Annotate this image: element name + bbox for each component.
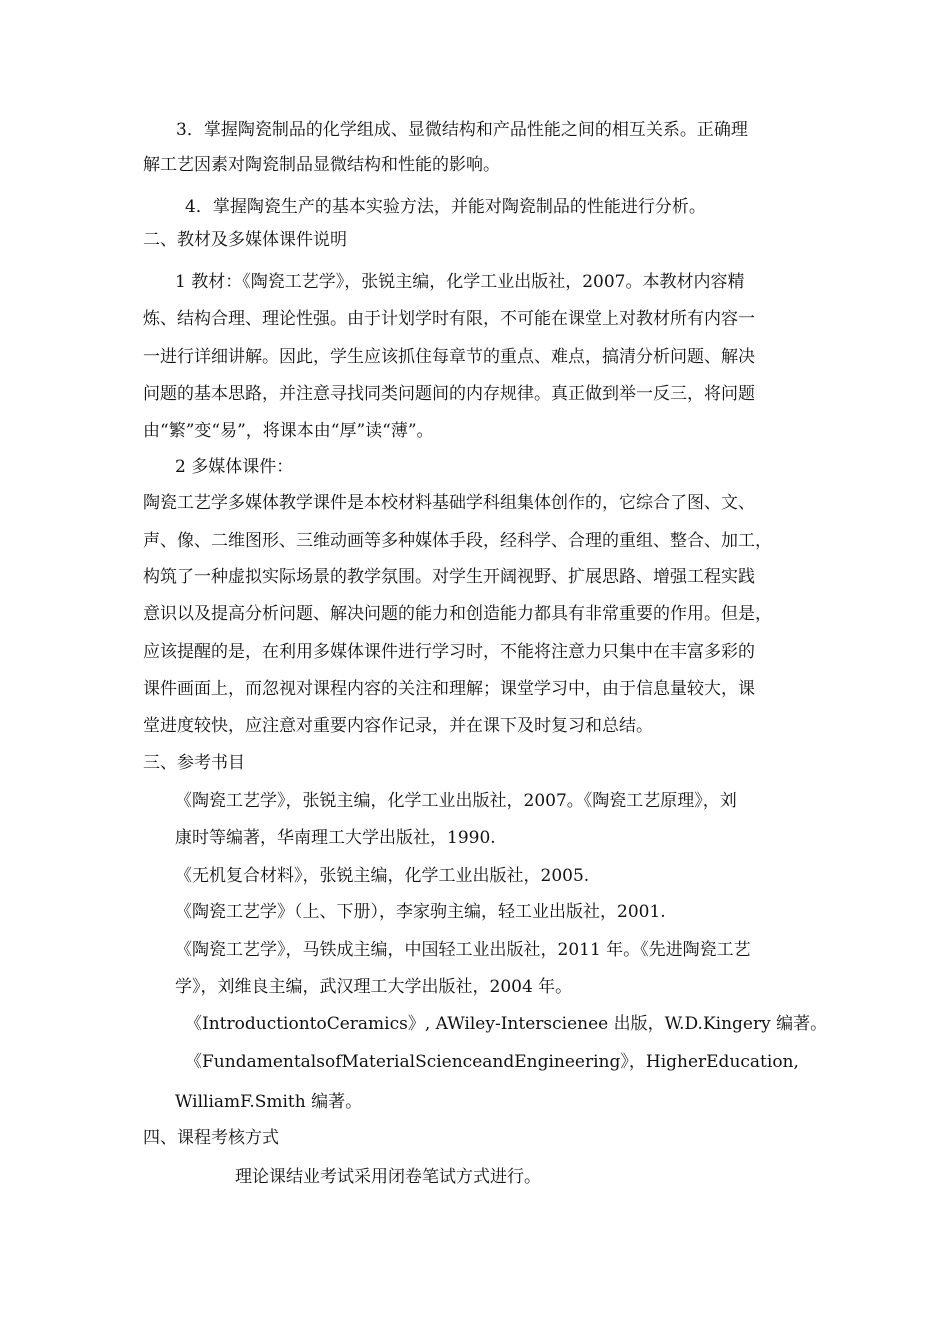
paragraph-line: 构筑了一种虚拟实际场景的教学氛围。对学生开阔视野、扩展思路、增强工程实践 — [143, 567, 755, 587]
reference-line: 学》，刘维良主编，武汉理工大学出版社，2004 年。 — [175, 977, 573, 997]
paragraph-line: 意识以及提高分析问题、解决问题的能力和创造能力都具有非常重要的作用。但是， — [143, 604, 772, 624]
reference-line: 《陶瓷工艺学》，马铁成主编，中国轻工业出版社，2011 年。《先进陶瓷工艺 — [175, 940, 751, 960]
section-heading: 四、课程考核方式 — [143, 1128, 279, 1148]
paragraph-line: 声、像、二维图形、三维动画等多种媒体手段，经科学、合理的重组、整合、加工， — [143, 531, 772, 551]
section-heading: 三、参考书目 — [143, 753, 245, 773]
paragraph-line: 2 多媒体课件： — [175, 457, 294, 477]
reference-line: 康时等编著，华南理工大学出版社，1990. — [175, 828, 496, 848]
reference-line: 《无机复合材料》，张锐主编，化学工业出版社，2005. — [175, 866, 590, 886]
paragraph-line: 应该提醒的是，在利用多媒体课件进行学习时，不能将注意力只集中在丰富多彩的 — [143, 642, 755, 662]
reference-line: 《陶瓷工艺学》，张锐主编，化学工业出版社，2007。《陶瓷工艺原理》，刘 — [175, 791, 737, 811]
paragraph-line: 1 教材：《陶瓷工艺学》，张锐主编，化学工业出版社，2007。本教材内容精 — [175, 272, 745, 292]
paragraph-line: 炼、结构合理、理论性强。由于计划学时有限，不可能在课堂上对教材所有内容一 — [143, 309, 755, 329]
paragraph-line: 解工艺因素对陶瓷制品显微结构和性能的影响。 — [143, 155, 500, 175]
paragraph-line: 3．掌握陶瓷制品的化学组成、显微结构和产品性能之间的相互关系。正确理 — [176, 120, 748, 140]
paragraph-line: 陶瓷工艺学多媒体教学课件是本校材料基础学科组集体创作的，它综合了图、文、 — [143, 493, 755, 513]
reference-line: 《FundamentalsofMaterialScienceandEngineering》，HigherEducation, — [185, 1052, 799, 1072]
paragraph-line: 一进行详细讲解。因此，学生应该抓住每章节的重点、难点，搞清分析问题、解决 — [143, 347, 755, 367]
section-heading: 二、教材及多媒体课件说明 — [143, 230, 347, 250]
paragraph-line: 由“繁”变“易”，将课本由“厚”读“薄”。 — [143, 421, 434, 441]
paragraph-line: 课件画面上，而忽视对课程内容的关注和理解；课堂学习中，由于信息量较大，课 — [143, 679, 755, 699]
reference-line: 《陶瓷工艺学》（上、下册），李家驹主编，轻工业出版社，2001. — [175, 902, 666, 922]
reference-line: 《IntroductiontoCeramics》, AWiley-Interscienee 出版，W.D.Kingery 编著。 — [185, 1014, 828, 1034]
reference-line: WilliamF.Smith 编著。 — [175, 1092, 363, 1112]
paragraph-line: 堂进度较快，应注意对重要内容作记录，并在课下及时复习和总结。 — [143, 716, 653, 736]
paragraph-line: 4．掌握陶瓷生产的基本实验方法，并能对陶瓷制品的性能进行分析。 — [185, 197, 706, 217]
paragraph-line: 理论课结业考试采用闭卷笔试方式进行。 — [235, 1167, 541, 1187]
paragraph-line: 问题的基本思路，并注意寻找同类问题间的内存规律。真正做到举一反三，将问题 — [143, 384, 755, 404]
